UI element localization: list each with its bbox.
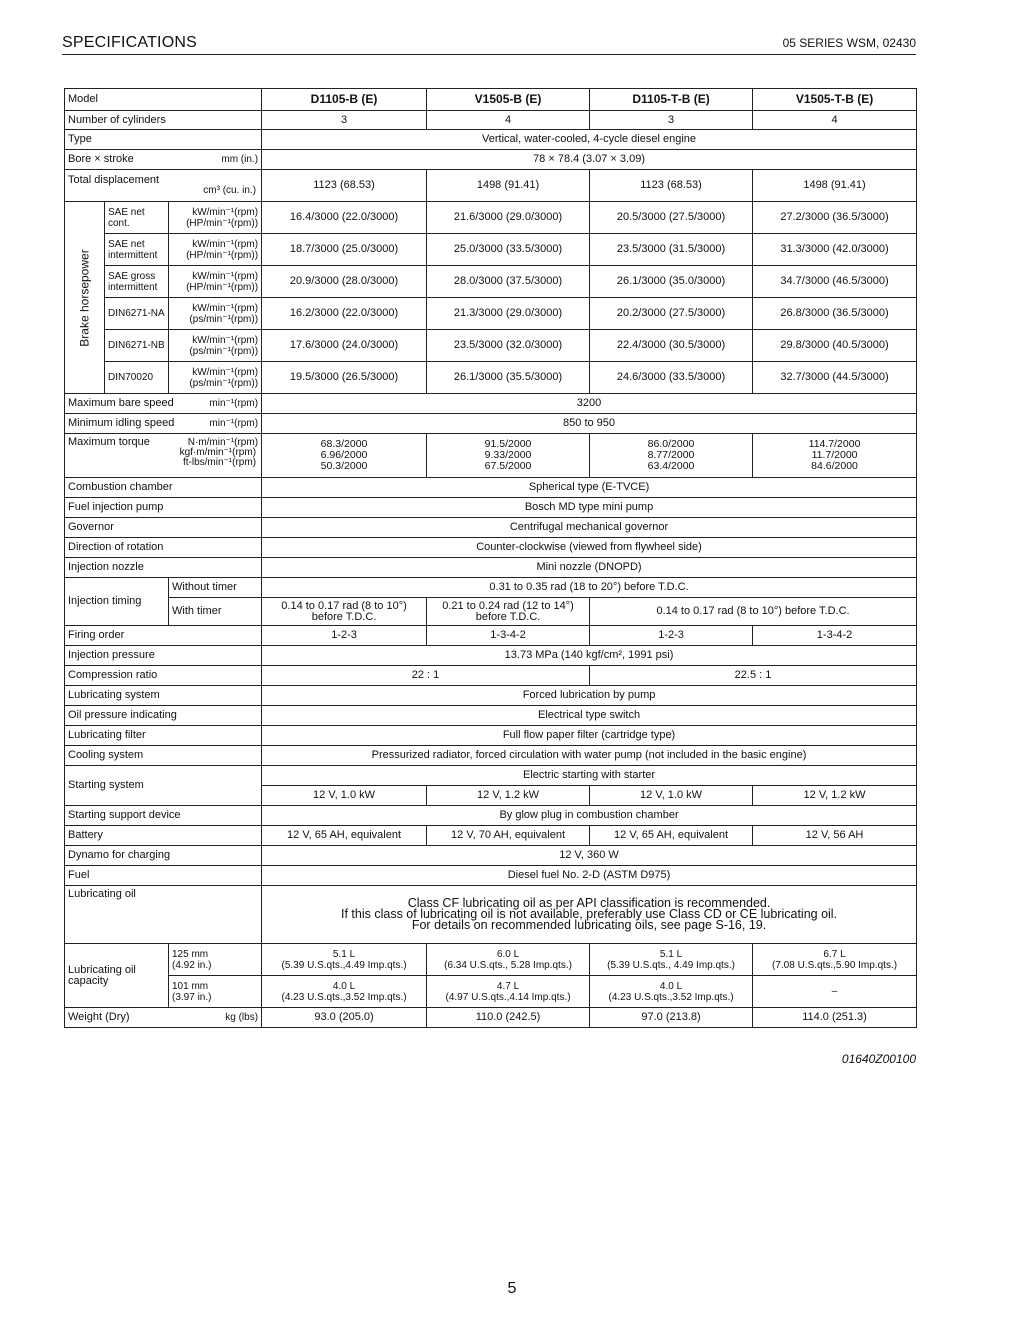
- cell-value: [262, 976, 427, 1008]
- cell-value: 19.5/3000 (26.5/3000): [262, 362, 427, 394]
- page-number: 5: [507, 1280, 517, 1297]
- unit-label: mm (in.): [221, 154, 259, 165]
- specifications-table: [64, 88, 917, 1028]
- table-row: [65, 150, 917, 170]
- brake-horsepower-text: Brake horsepower: [77, 248, 91, 347]
- cell-value: 18.7/3000 (25.0/3000): [262, 234, 427, 266]
- unit-label: kW/min⁻¹(rpm): [192, 206, 259, 218]
- cell-value: 34.7/3000 (46.5/3000): [753, 266, 917, 298]
- cell-value: 0.14 to 0.17 rad (8 to 10°) before T.D.C.: [262, 598, 427, 626]
- unit-label: (HP/min⁻¹(rpm)): [186, 249, 259, 261]
- torque-ftlbs: 63.4/2000: [647, 460, 695, 472]
- unit-label: cm³ (cu. in.): [203, 185, 257, 196]
- row-label-text: Minimum idling speed: [68, 417, 175, 429]
- row-label: Type: [65, 130, 262, 150]
- row-label: Lubricating system: [65, 686, 262, 706]
- bhp-rating-name: SAE gross intermittent: [105, 266, 169, 298]
- capacity-liters: 4.7 L: [496, 980, 520, 992]
- row-label: [65, 434, 262, 478]
- cell-value: 4: [753, 111, 917, 130]
- row-label-text: Total displacement: [68, 174, 160, 186]
- sub-label: [169, 976, 262, 1008]
- table-row: [65, 434, 917, 478]
- cell-value: 12 V, 65 AH, equivalent: [262, 826, 427, 846]
- model-header: V1505-T-B (E): [753, 89, 917, 111]
- row-label: Oil pressure indicating: [65, 706, 262, 726]
- model-header: D1105-T-B (E): [590, 89, 753, 111]
- torque-kgf: 11.7/2000: [811, 449, 858, 461]
- cell-value: [753, 976, 917, 1008]
- bhp-unit: [169, 202, 262, 234]
- cell-value: Mini nozzle (DNOPD): [262, 558, 917, 578]
- cell-value: 3: [590, 111, 753, 130]
- table-row: [65, 330, 917, 362]
- cell-value: Bosch MD type mini pump: [262, 498, 917, 518]
- table-row: [65, 598, 917, 626]
- cell-value: [427, 976, 590, 1008]
- table-row: [65, 478, 917, 498]
- torque-nm: 114.7/2000: [808, 438, 861, 450]
- cell-value: 78 × 78.4 (3.07 × 3.09): [262, 150, 917, 170]
- sub-label-line: 125 mm: [172, 948, 209, 960]
- cell-value: Counter-clockwise (viewed from flywheel side): [262, 538, 917, 558]
- cell-value: 0.31 to 0.35 rad (18 to 20°) before T.D.C.: [262, 578, 917, 598]
- cell-value: Electrical type switch: [262, 706, 917, 726]
- table-row: [65, 746, 917, 766]
- bhp-rating-name: SAE net cont.: [105, 202, 169, 234]
- row-label: Battery: [65, 826, 262, 846]
- cell-value: Electric starting with starter: [262, 766, 917, 786]
- table-row: [65, 89, 917, 111]
- lubricating-oil-note: [262, 886, 917, 944]
- unit-label: kW/min⁻¹(rpm): [192, 302, 259, 314]
- cell-value: [262, 944, 427, 976]
- cell-value: [590, 434, 753, 478]
- torque-nm: 86.0/2000: [647, 438, 695, 450]
- capacity-liters: 4.0 L: [659, 980, 683, 992]
- bhp-unit: [169, 266, 262, 298]
- table-row: [65, 111, 917, 130]
- row-label: Firing order: [65, 626, 262, 646]
- cell-value: 1123 (68.53): [262, 170, 427, 202]
- cell-value: Spherical type (E-TVCE): [262, 478, 917, 498]
- capacity-liters: 5.1 L: [332, 948, 356, 960]
- row-label: [65, 150, 262, 170]
- cell-value: 20.5/3000 (27.5/3000): [590, 202, 753, 234]
- unit-label: kW/min⁻¹(rpm): [192, 270, 259, 282]
- note-line: Class CF lubricating oil as per API classification is recommended.: [407, 896, 771, 910]
- cell-value: 24.6/3000 (33.5/3000): [590, 362, 753, 394]
- cell-value: 1498 (91.41): [753, 170, 917, 202]
- table-row: [65, 558, 917, 578]
- capacity-qts: (5.39 U.S.qts.,4.49 Imp.qts.): [281, 959, 407, 971]
- table-row: [65, 298, 917, 330]
- cell-value: 97.0 (213.8): [590, 1008, 753, 1028]
- row-label: Injection timing: [65, 578, 169, 626]
- capacity-qts: (7.08 U.S.qts.,5.90 Imp.qts.): [772, 959, 898, 971]
- table-row: [65, 518, 917, 538]
- table-row: [65, 578, 917, 598]
- table-row: [65, 726, 917, 746]
- cell-value: 0.14 to 0.17 rad (8 to 10°) before T.D.C.: [590, 598, 917, 626]
- unit-label: kW/min⁻¹(rpm): [192, 334, 259, 346]
- cell-value: Pressurized radiator, forced circulation with water pump (not included in the basic engine): [262, 746, 917, 766]
- capacity-liters: 4.0 L: [332, 980, 356, 992]
- row-label: [65, 414, 262, 434]
- table-row: [65, 202, 917, 234]
- cell-value: [427, 434, 590, 478]
- cell-value: 114.0 (251.3): [753, 1008, 917, 1028]
- cell-value: 32.7/3000 (44.5/3000): [753, 362, 917, 394]
- bhp-rating-name: DIN6271-NB: [105, 330, 169, 362]
- row-label-text: Weight (Dry): [68, 1011, 130, 1023]
- table-row: [65, 362, 917, 394]
- cell-value: 93.0 (205.0): [262, 1008, 427, 1028]
- table-row: [65, 130, 917, 150]
- row-label: Starting system: [65, 766, 262, 806]
- row-label: Cooling system: [65, 746, 262, 766]
- row-label: Dynamo for charging: [65, 846, 262, 866]
- unit-label: (HP/min⁻¹(rpm)): [186, 217, 259, 229]
- capacity-qts: (5.39 U.S.qts., 4.49 Imp.qts.): [607, 959, 735, 971]
- row-label: Governor: [65, 518, 262, 538]
- model-header: D1105-B (E): [262, 89, 427, 111]
- cell-value: Diesel fuel No. 2-D (ASTM D975): [262, 866, 917, 886]
- cell-value: 29.8/3000 (40.5/3000): [753, 330, 917, 362]
- bhp-unit: [169, 298, 262, 330]
- row-label: Fuel injection pump: [65, 498, 262, 518]
- cell-value: 12 V, 1.2 kW: [753, 786, 917, 806]
- row-label: Starting support device: [65, 806, 262, 826]
- cell-value: [753, 944, 917, 976]
- row-label: [65, 394, 262, 414]
- row-label: Combustion chamber: [65, 478, 262, 498]
- row-label: Lubricating oil: [65, 886, 262, 944]
- bhp-rating-name: SAE net intermittent: [105, 234, 169, 266]
- cell-value: 0.21 to 0.24 rad (12 to 14°) before T.D.C.: [427, 598, 590, 626]
- cell-value: 4: [427, 111, 590, 130]
- capacity-qts: (4.23 U.S.qts.,3.52 Imp.qts.): [281, 991, 407, 1003]
- cell-value: 1-2-3: [262, 626, 427, 646]
- capacity-liters: 6.0 L: [496, 948, 520, 960]
- torque-label: Maximum torque: [68, 436, 150, 448]
- capacity-qts: (6.34 U.S.qts., 5.28 Imp.qts.): [444, 959, 572, 971]
- sub-label: [169, 944, 262, 976]
- cell-value: By glow plug in combustion chamber: [262, 806, 917, 826]
- cell-value: 12 V, 1.0 kW: [262, 786, 427, 806]
- unit-label: min⁻¹(rpm): [209, 398, 259, 409]
- unit-label: (ps/min⁻¹(rpm)): [189, 313, 259, 325]
- unit-label: N·m/min⁻¹(rpm): [187, 437, 259, 448]
- table-row: [65, 766, 917, 786]
- cell-value: 26.8/3000 (36.5/3000): [753, 298, 917, 330]
- capacity-liters: 5.1 L: [659, 948, 683, 960]
- torque-kgf: 9.33/2000: [484, 449, 532, 461]
- table-row: [65, 666, 917, 686]
- cell-value: 20.2/3000 (27.5/3000): [590, 298, 753, 330]
- cell-value: 3200: [262, 394, 917, 414]
- table-row: [65, 806, 917, 826]
- row-label-text: Maximum bare speed: [68, 397, 174, 409]
- table-row: [65, 826, 917, 846]
- sub-label: With timer: [169, 598, 262, 626]
- row-label: Number of cylinders: [65, 111, 262, 130]
- page-title: SPECIFICATIONS: [62, 34, 197, 51]
- table-row: [65, 394, 917, 414]
- cell-value: [427, 944, 590, 976]
- table-row: [65, 886, 917, 944]
- unit-label: kW/min⁻¹(rpm): [192, 366, 259, 378]
- cell-value: 23.5/3000 (32.0/3000): [427, 330, 590, 362]
- cell-value: Vertical, water-cooled, 4-cycle diesel engine: [262, 130, 917, 150]
- table-row: [65, 626, 917, 646]
- row-label: Injection nozzle: [65, 558, 262, 578]
- cell-value: 1-3-4-2: [427, 626, 590, 646]
- cell-value: 26.1/3000 (35.5/3000): [427, 362, 590, 394]
- cell-value: 12 V, 70 AH, equivalent: [427, 826, 590, 846]
- bhp-rating-name: DIN6271-NA: [105, 298, 169, 330]
- cell-value: [590, 944, 753, 976]
- table-row: [65, 498, 917, 518]
- table-row: [65, 706, 917, 726]
- cell-value: 1123 (68.53): [590, 170, 753, 202]
- cell-value: 31.3/3000 (42.0/3000): [753, 234, 917, 266]
- capacity-qts: (4.97 U.S.qts.,4.14 Imp.qts.): [445, 991, 571, 1003]
- document-reference: 05 SERIES WSM, 02430: [782, 36, 916, 50]
- torque-ftlbs: 50.3/2000: [320, 460, 368, 472]
- row-label: [65, 1008, 262, 1028]
- torque-kgf: 6.96/2000: [320, 449, 368, 461]
- cell-value: [262, 434, 427, 478]
- cell-value: [590, 976, 753, 1008]
- row-label: [65, 170, 262, 202]
- cell-value: 12 V, 1.0 kW: [590, 786, 753, 806]
- torque-nm: 91.5/2000: [484, 438, 532, 450]
- figure-code: 01640Z00100: [841, 1052, 916, 1066]
- cell-value: [753, 434, 917, 478]
- table-row: [65, 538, 917, 558]
- table-row: [65, 944, 917, 976]
- table-row: [65, 414, 917, 434]
- cell-value: 21.6/3000 (29.0/3000): [427, 202, 590, 234]
- cell-value: 1-2-3: [590, 626, 753, 646]
- cell-value: 16.2/3000 (22.0/3000): [262, 298, 427, 330]
- cell-value: 12 V, 56 AH: [753, 826, 917, 846]
- model-header: V1505-B (E): [427, 89, 590, 111]
- cell-value: 22 : 1: [262, 666, 590, 686]
- row-label: Fuel: [65, 866, 262, 886]
- cell-value: 25.0/3000 (33.5/3000): [427, 234, 590, 266]
- cell-value: 21.3/3000 (29.0/3000): [427, 298, 590, 330]
- cell-value: 28.0/3000 (37.5/3000): [427, 266, 590, 298]
- cell-value: 23.5/3000 (31.5/3000): [590, 234, 753, 266]
- cell-value: Forced lubrication by pump: [262, 686, 917, 706]
- cell-value: 22.4/3000 (30.5/3000): [590, 330, 753, 362]
- cell-value: 110.0 (242.5): [427, 1008, 590, 1028]
- row-label-text: Bore × stroke: [68, 153, 134, 165]
- table-row: [65, 686, 917, 706]
- cell-value: 850 to 950: [262, 414, 917, 434]
- bhp-unit: [169, 234, 262, 266]
- table-row: [65, 234, 917, 266]
- cell-value: 12 V, 1.2 kW: [427, 786, 590, 806]
- cell-value: 22.5 : 1: [590, 666, 917, 686]
- capacity-qts: (4.23 U.S.qts.,3.52 Imp.qts.): [608, 991, 734, 1003]
- unit-label: (ps/min⁻¹(rpm)): [189, 345, 259, 357]
- cell-value: 1498 (91.41): [427, 170, 590, 202]
- capacity-liters: –: [831, 986, 838, 997]
- capacity-liters: 6.7 L: [823, 948, 846, 960]
- cell-value: 20.9/3000 (28.0/3000): [262, 266, 427, 298]
- torque-kgf: 8.77/2000: [647, 449, 695, 461]
- row-label: Injection pressure: [65, 646, 262, 666]
- note-line: For details on recommended lubricating oils, see page S-16, 19.: [411, 918, 767, 932]
- cell-value: 26.1/3000 (35.0/3000): [590, 266, 753, 298]
- unit-label: (HP/min⁻¹(rpm)): [186, 281, 259, 293]
- specifications-table-body: [65, 89, 917, 1028]
- row-label: Lubricating filter: [65, 726, 262, 746]
- torque-ftlbs: 84.6/2000: [811, 460, 858, 472]
- sub-label-line: 101 mm: [172, 980, 209, 992]
- unit-label: min⁻¹(rpm): [209, 418, 259, 429]
- bhp-unit: [169, 330, 262, 362]
- unit-label: kg (lbs): [225, 1012, 259, 1023]
- cell-value: 27.2/3000 (36.5/3000): [753, 202, 917, 234]
- cell-value: 17.6/3000 (24.0/3000): [262, 330, 427, 362]
- cell-value: Centrifugal mechanical governor: [262, 518, 917, 538]
- table-row: [65, 1008, 917, 1028]
- unit-label: kW/min⁻¹(rpm): [192, 238, 259, 250]
- table-row: [65, 866, 917, 886]
- cell-value: 13.73 MPa (140 kgf/cm², 1991 psi): [262, 646, 917, 666]
- table-row: [65, 646, 917, 666]
- unit-label: (ps/min⁻¹(rpm)): [189, 377, 259, 389]
- sub-label-line: (3.97 in.): [172, 991, 212, 1003]
- sub-label-line: (4.92 in.): [172, 959, 212, 971]
- brake-horsepower-label: [65, 202, 105, 394]
- table-row: [65, 266, 917, 298]
- table-row: [65, 846, 917, 866]
- page-header: [62, 34, 916, 55]
- bhp-unit: [169, 362, 262, 394]
- sub-label: Without timer: [169, 578, 262, 598]
- table-row: [65, 976, 917, 1008]
- torque-nm: 68.3/2000: [320, 438, 368, 450]
- note-line: If this class of lubricating oil is not available, preferably use Class CD or CE lubricating oil.: [341, 907, 838, 921]
- unit-label: ft-lbs/min⁻¹(rpm): [182, 457, 257, 468]
- cell-value: 12 V, 65 AH, equivalent: [590, 826, 753, 846]
- row-label: Direction of rotation: [65, 538, 262, 558]
- row-label: Model: [65, 89, 262, 111]
- cell-value: 1-3-4-2: [753, 626, 917, 646]
- table-row: [65, 170, 917, 202]
- cell-value: 3: [262, 111, 427, 130]
- bhp-rating-name: DIN70020: [105, 362, 169, 394]
- cell-value: 16.4/3000 (22.0/3000): [262, 202, 427, 234]
- row-label: Lubricating oil capacity: [65, 944, 169, 1008]
- unit-label: kgf·m/min⁻¹(rpm): [179, 447, 257, 458]
- torque-ftlbs: 67.5/2000: [484, 460, 532, 472]
- row-label: Compression ratio: [65, 666, 262, 686]
- cell-value: Full flow paper filter (cartridge type): [262, 726, 917, 746]
- cell-value: 12 V, 360 W: [262, 846, 917, 866]
